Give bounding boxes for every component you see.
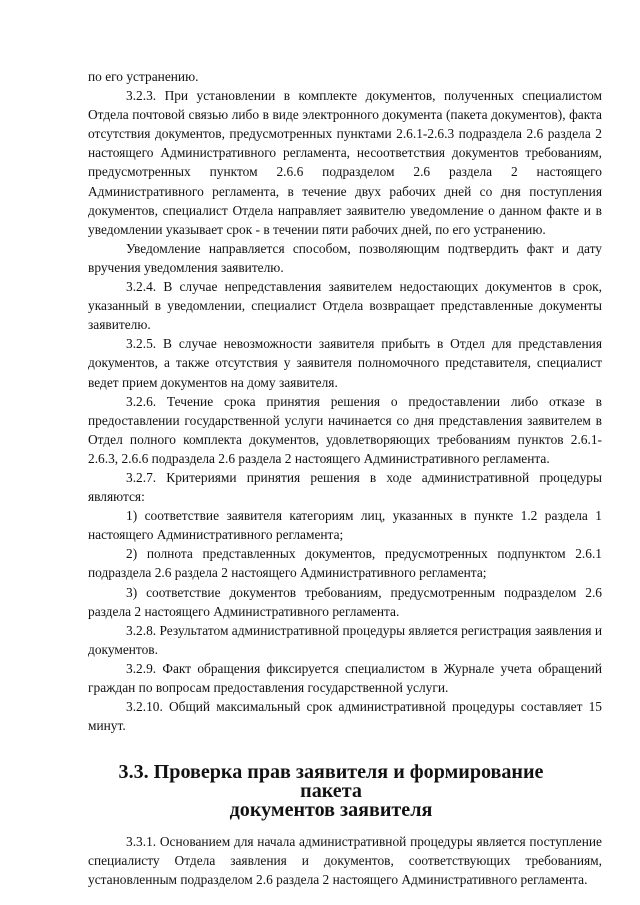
paragraph-3-2-8: 3.2.8. Результатом административной процедуры является регистрация заявления и документов. [88,622,602,657]
section-heading-line-1: 3.3. Проверка прав заявителя и формирование пакета [118,761,544,803]
paragraph-continuation: по его устранению. [88,69,199,84]
paragraph-3-2-3: 3.2.3. При установлении в комплекте документов, полученных специалистом Отдела почтовой связью либо в виде электронного документа (пакета документов), факта отсутствия документов, предусмотренных пунктами 2.6.1-2.6.3 подраздела 2.6 раздела 2 настоящего Административного регламента, несоответствия документов требованиям, предусмотренных пунктом 2.6.6 подразделом 2.6 раздела 2 настоящего Административного регламента, в течение двух рабочих дней со дня поступления документов, специалист Отдела направляет заявителю уведомление о данном факте и в уведомлении указывает срок - в течении пяти рабочих дней, по его устранению. [88,88,602,237]
section-heading-line-2: документов заявителя [229,799,433,822]
paragraph-3-2-5: 3.2.5. В случае невозможности заявителя прибыть в Отдел для представления документов, а также отсутствия у заявителя полномочного представителя, специалист ведет прием документов на дому заявителя. [88,336,602,390]
paragraph-notification-method: Уведомление направляется способом, позволяющим подтвердить факт и дату вручения уведомления заявителю. [88,240,602,275]
paragraph-3-2-10: 3.2.10. Общий максимальный срок административной процедуры составляет 15 минут. [88,699,602,734]
paragraph-3-2-6: 3.2.6. Течение срока принятия решения о предоставлении либо отказе в предоставлении государственной услуги начинается со дня представления заявителем в Отдел полного комплекта документов, удовлетворяющих требованиям пунктов 2.6.1-2.6.3, 2.6.6 подраздела 2.6 раздела 2 настоящего Административного регламента. [88,393,602,466]
paragraph-3-2-4: 3.2.4. В случае непредставления заявителем недостающих документов в срок, указанный в уведомлении, специалист Отдела возвращает представленные документы заявителю. [88,279,602,333]
criteria-item-2: 2) полнота представленных документов, предусмотренных подпунктом 2.6.1 подраздела 2.6 раздела 2 настоящего Административного регламента; [88,546,602,581]
criteria-item-3: 3) соответствие документов требованиям, предусмотренным подразделом 2.6 раздела 2 настоящего Административного регламента. [88,584,602,619]
section-heading-3-3 [88,763,602,820]
criteria-item-1: 1) соответствие заявителя категориям лиц, указанных в пункте 1.2 раздела 1 настоящего Административного регламента; [88,508,602,543]
paragraph-3-2-7: 3.2.7. Критериями принятия решения в ходе административной процедуры являются: [88,469,602,505]
paragraph-3-3-1: 3.3.1. Основанием для начала административной процедуры является поступление специалисту Отдела заявления и документов, соответствующих требованиям, установленным подразделом 2.6 раздела 2 настоящего Административного регламента. [88,834,602,888]
paragraph-3-2-9: 3.2.9. Факт обращения фиксируется специалистом в Журнале учета обращений граждан по вопросам предоставления государственной услуги. [88,660,602,695]
